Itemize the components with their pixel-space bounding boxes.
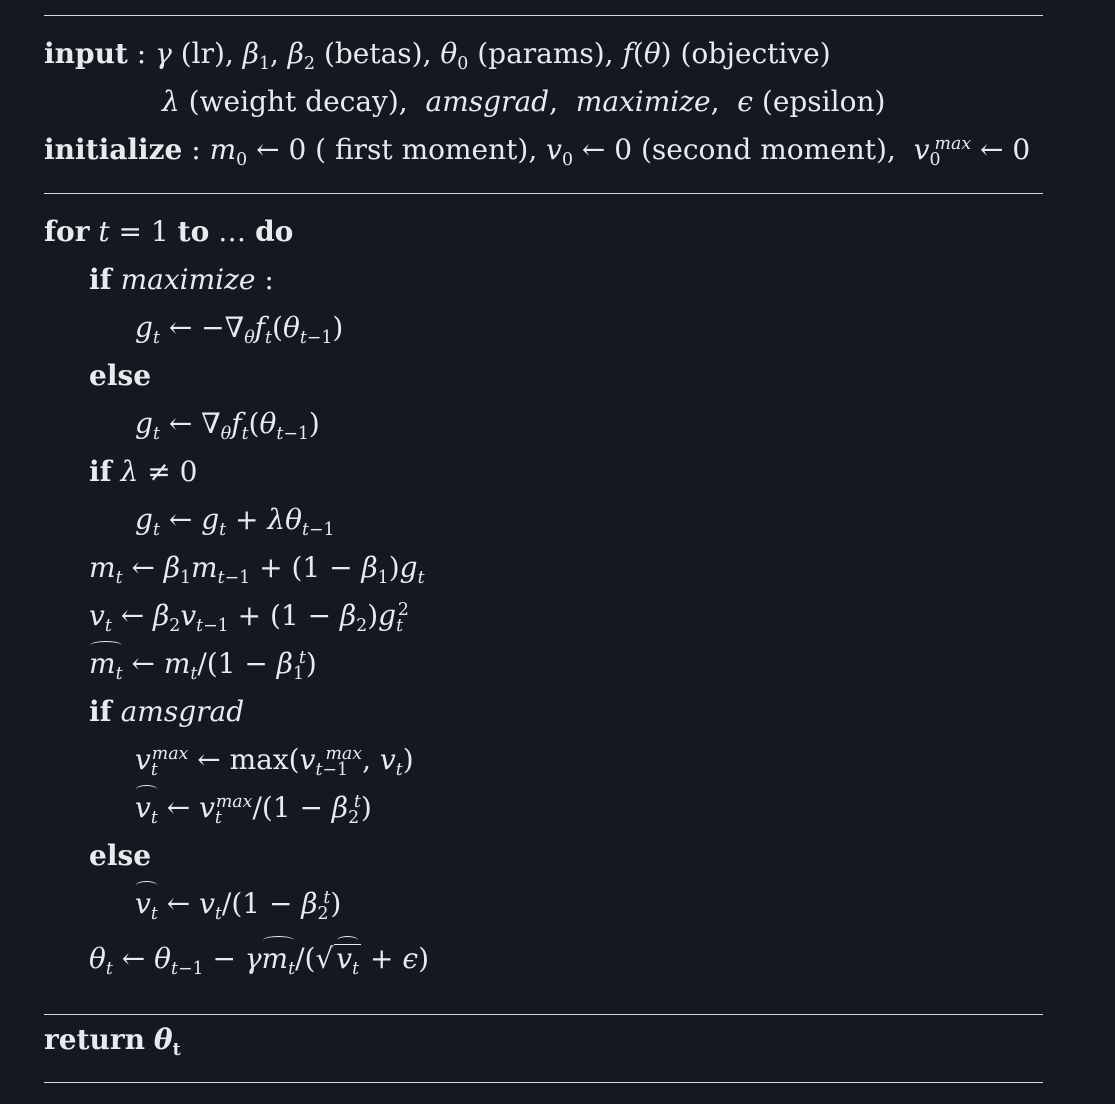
do-keyword: do (255, 215, 294, 248)
for-line: for t = 1 to … do (44, 215, 294, 248)
to-keyword: to (177, 215, 210, 248)
else-line-2 (89, 839, 152, 872)
objective-label: (objective) (680, 37, 831, 70)
else-keyword: else (89, 359, 152, 392)
if-keyword: if (89, 695, 112, 728)
if-keyword: if (89, 263, 112, 296)
second-moment-update-line: $v_t$ ← $\beta_2v_{t-1} + (1 - \beta_2)g_t^2$ (89, 599, 409, 637)
input-keyword: input (44, 37, 128, 70)
initialize-line: initialize : $m_0$ ← 0 ( first moment), $v_0$ ← 0 (second moment), $v_0^{max}$ ← 0 (44, 133, 1031, 171)
v-max-update-line: $v_t^{max}$ ← $\max(v_{t-1}^{max}$, $v_t$) (135, 743, 414, 781)
gradient-negated-line: $g_t$ ← $-\nabla_\theta f_t(\theta_{t-1})$ (135, 311, 344, 349)
if-weight-decay-line: if λ ≠ 0 (89, 455, 198, 488)
else-line (89, 359, 152, 392)
return-line: return $\theta_t$ (44, 1023, 181, 1061)
first-moment-label: ( first moment), (315, 133, 538, 166)
bias-corrected-m-line: $m_t$ ← $m_t/(1 - \beta_1^t)$ (89, 647, 317, 685)
amsgrad-flag: amsgrad (425, 85, 550, 118)
else-keyword: else (89, 839, 152, 872)
bias-corrected-v-max-line: $v_t$ ← $v_t^{max}/(1 - \beta_2^t)$ (135, 791, 372, 829)
epsilon-label: (epsilon) (761, 85, 886, 118)
return-keyword: return (44, 1023, 145, 1056)
gradient-line: $g_t$ ← $\nabla_\theta f_t(\theta_{t-1})$ (135, 407, 320, 445)
footer-rule (44, 1014, 1043, 1015)
header-rule (44, 193, 1043, 194)
if-maximize-line: if maximize : (89, 263, 274, 296)
params-label: (params), (477, 37, 614, 70)
if-amsgrad-line (89, 695, 245, 728)
weight-decay-update-line: $g_t$ ← $g_t + \lambda\theta_{t-1}$ (135, 503, 335, 541)
first-moment-update-line: $m_t$ ← $\beta_1m_{t-1} + (1 - \beta_1)g_t$ (89, 551, 425, 589)
bias-corrected-v-line: $v_t$ ← $v_t/(1 - \beta_2^t)$ (135, 887, 342, 925)
if-keyword: if (89, 455, 112, 488)
maximize-condition: maximize (120, 263, 256, 296)
initialize-keyword: initialize (44, 133, 183, 166)
lr-label: (lr), (180, 37, 234, 70)
bottom-rule (44, 1082, 1043, 1083)
betas-label: (betas), (323, 37, 432, 70)
maximize-flag: maximize (575, 85, 711, 118)
second-moment-label: (second moment), (640, 133, 896, 166)
for-keyword: for (44, 215, 90, 248)
parameter-update-line: $\theta_t$ ← $\theta_{t-1} - \gamma m_t/(√$ $v_t + \epsilon$) (89, 942, 429, 980)
max-function: max (229, 743, 289, 776)
weight-decay-label: (weight decay), (188, 85, 408, 118)
input-line: input : γ (lr), $\beta_1$, $\beta_2$ (betas), $\theta_0$ (params), f(θ) (objective) (44, 37, 831, 75)
input-line-2: λ (weight decay), amsgrad, maximize, ϵ (epsilon) (162, 85, 886, 118)
top-rule (44, 15, 1043, 16)
amsgrad-condition: amsgrad (120, 695, 245, 728)
